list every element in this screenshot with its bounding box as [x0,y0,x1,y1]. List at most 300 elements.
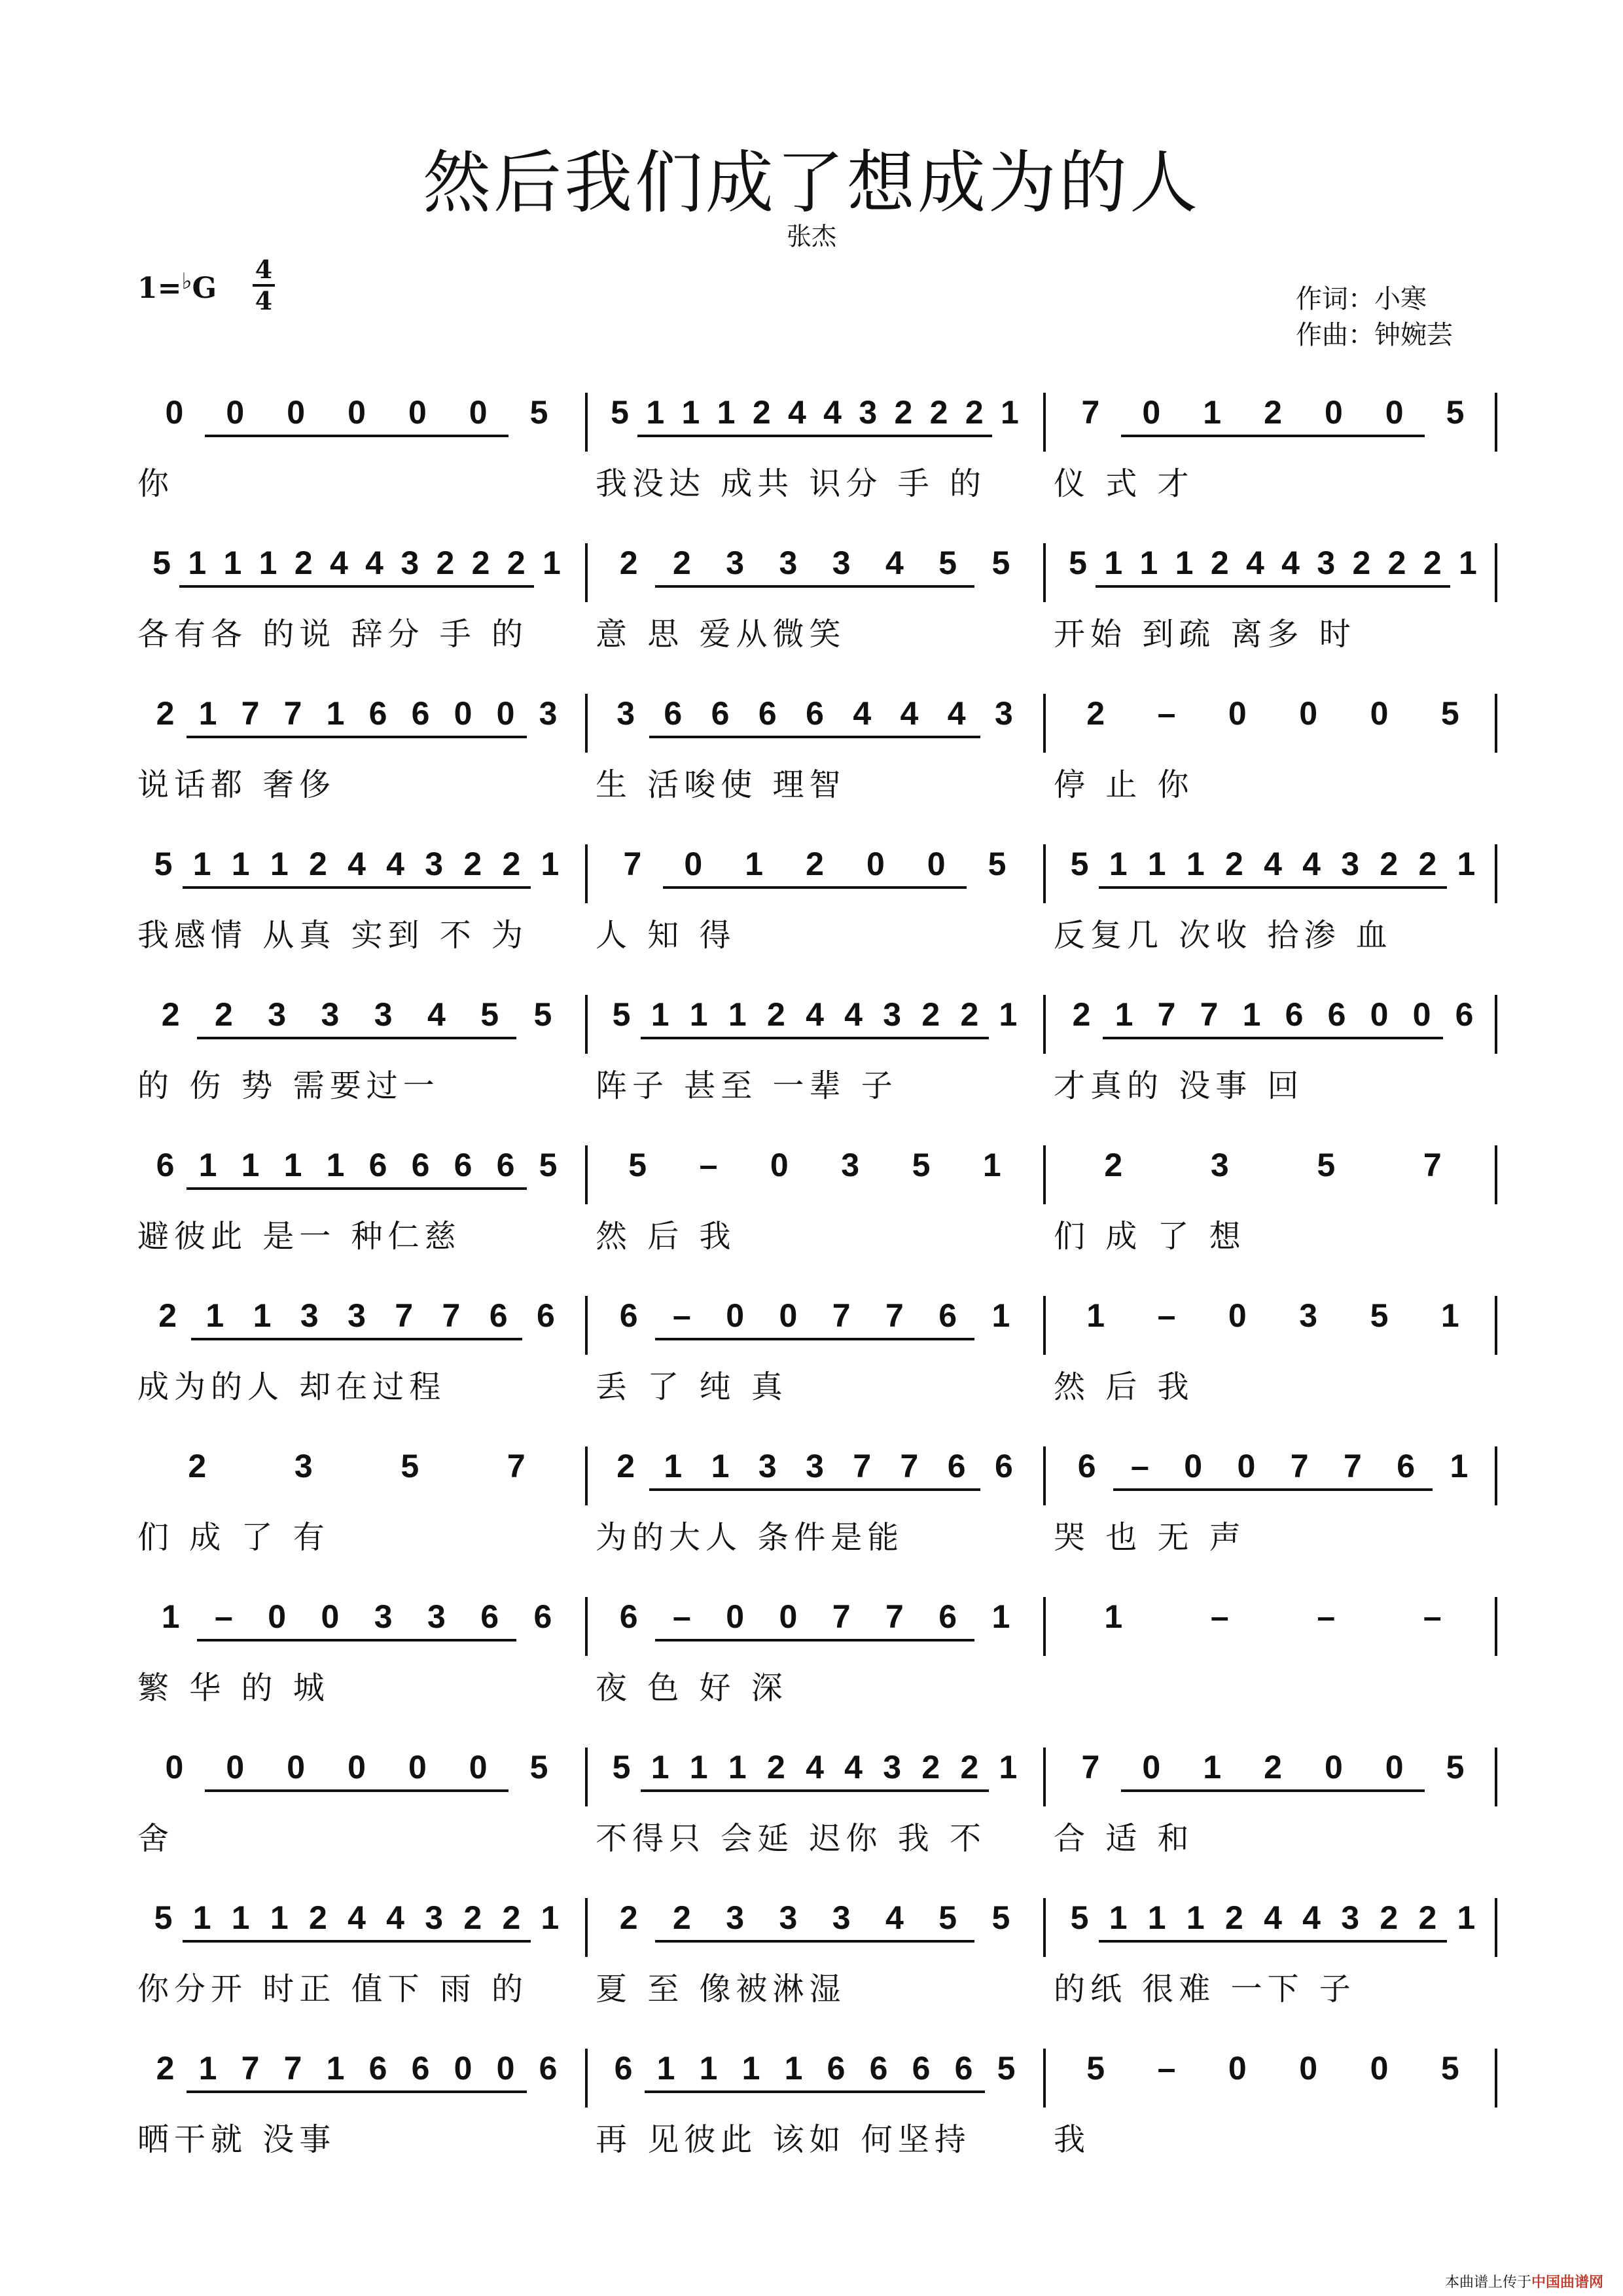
lyric-line: 丢 了 纯 真 [596,1369,788,1405]
note: 2 [1210,545,1229,581]
barline [585,1296,588,1355]
note: 2 [1418,846,1437,882]
note: 1 [784,2050,803,2087]
beam-line [1113,1488,1433,1491]
note: 0 [408,394,427,431]
note: 2 [929,394,948,431]
lyric-line: 我感情 从真 实到 不 为 [137,917,529,954]
barline [585,1446,588,1505]
lyric-line: 阵子 甚至 一辈 子 [596,1067,898,1104]
note: 7 [241,695,260,732]
note: 0 [684,846,703,882]
note: 5 [1317,1147,1336,1183]
note: 1 [1104,1598,1123,1635]
note: 5 [1440,2050,1459,2087]
key-note: G [192,272,217,305]
note: 6 [1397,1448,1416,1484]
note: 5 [1370,1297,1389,1334]
note: 4 [386,1899,404,1936]
note: 5 [529,1749,548,1785]
note: 5 [1446,394,1465,431]
note: 1 [664,1448,683,1484]
note: 4 [788,394,806,431]
note: 0 [496,2050,515,2087]
lyric-line: 然 后 我 [1054,1369,1194,1405]
note: 0 [1370,695,1389,732]
measure [1047,1748,1499,1905]
lyric-line: 合 适 和 [1054,1820,1194,1857]
measure [1047,2049,1499,2206]
note: – [1157,695,1176,732]
lyric-line: 不得只 会延 迟你 我 不 [596,1820,987,1857]
note: 3 [1299,1297,1318,1334]
note: 0 [1412,996,1431,1033]
note: 0 [165,1749,184,1785]
note: 1 [326,1147,345,1183]
measure [131,1145,582,1302]
barline [1495,1145,1497,1204]
note: 7 [1081,394,1100,431]
note: 0 [226,394,245,431]
note: 2 [766,996,785,1033]
note: 1 [651,996,669,1033]
measure [589,1446,1041,1604]
measure [1047,393,1499,550]
note: 3 [321,996,340,1033]
time-signature [251,257,277,314]
note: 7 [1290,1448,1309,1484]
barline [1495,844,1497,903]
beam-line [1121,435,1425,437]
lyric-line: 然 后 我 [596,1218,736,1255]
note: 1 [198,695,217,732]
note: 5 [938,1899,957,1936]
note: 1 [1450,1448,1469,1484]
note: 4 [947,695,966,732]
note: 1 [1104,545,1123,581]
lyric-line: 你 [137,465,175,502]
note: 2 [894,394,913,431]
note: 1 [198,2050,217,2087]
note: 1 [1175,545,1194,581]
note: 5 [539,1147,558,1183]
note: 2 [672,545,691,581]
note: 6 [912,2050,931,2087]
note: 1 [699,2050,718,2087]
beam-line [187,1187,527,1190]
beam-line [1099,886,1447,889]
note: 2 [1380,1899,1399,1936]
note: 4 [823,394,842,431]
note: 1 [1203,394,1222,431]
note: 6 [619,1598,638,1635]
note: 2 [188,1448,207,1484]
note: 2 [502,846,521,882]
score-system [131,393,1499,550]
note: 7 [1081,1749,1100,1785]
note: 7 [1157,996,1176,1033]
note: 2 [1380,846,1399,882]
score-system [131,543,1499,700]
beam-line [649,736,980,738]
measure [589,1145,1041,1302]
note: 4 [1281,545,1300,581]
measure [589,393,1041,550]
note: 3 [616,695,635,732]
note: 1 [656,2050,675,2087]
note: 6 [411,695,430,732]
lyric-line: 夜 色 好 深 [596,1670,788,1706]
beam-line [197,1639,516,1641]
note: 3 [994,695,1013,732]
note: 7 [853,1448,872,1484]
note: 1 [646,394,665,431]
note: 2 [156,695,175,732]
note: 3 [841,1147,860,1183]
note: 0 [1385,394,1404,431]
note: 5 [991,1899,1010,1936]
barline [1495,543,1497,602]
measure [131,995,582,1152]
note: 6 [994,1448,1013,1484]
measure [131,2049,582,2206]
measure [131,543,582,700]
measure [131,1898,582,2055]
note: 4 [900,695,919,732]
barline [1495,393,1497,452]
note: 2 [921,996,940,1033]
note: 1 [1109,1899,1128,1936]
note: 1 [999,996,1018,1033]
note: 1 [689,996,708,1033]
beam-line [655,1940,974,1943]
note: 1 [231,846,250,882]
note: 3 [1210,1147,1229,1183]
song-title: 然后我们成了想成为的人 [422,143,1200,223]
measure [589,844,1041,1001]
note: 0 [779,1297,798,1334]
note: 0 [469,394,488,431]
note: 1 [728,996,747,1033]
note: 4 [365,545,383,581]
note: 2 [1086,695,1105,732]
score-system [131,1597,1499,1754]
beam-line [197,1037,516,1039]
note: 2 [672,1899,691,1936]
note: 6 [480,1598,499,1635]
note: 1 [270,1899,289,1936]
note: 2 [1224,1899,1243,1936]
beam-line [637,435,992,437]
note: 1 [741,2050,760,2087]
note: 7 [885,1297,904,1334]
note: 2 [1387,545,1406,581]
measure [1047,694,1499,851]
note: 5 [1070,846,1089,882]
note: 0 [770,1147,789,1183]
measure [131,1597,582,1754]
footer-brand: 中国曲谱网 [1531,2274,1603,2291]
note: 3 [1341,846,1360,882]
note: 0 [1228,695,1247,732]
note: 2 [616,1448,635,1484]
note: 0 [287,1749,306,1785]
note: 5 [1069,545,1087,581]
note: 7 [283,2050,302,2087]
note: 3 [758,1448,777,1484]
lyric-line: 再 见彼此 该如 何坚持 [596,2121,971,2158]
note: 3 [425,846,444,882]
beam-line [179,585,534,588]
note: 2 [921,1749,940,1785]
note: 1 [198,1147,217,1183]
note: 4 [806,1749,824,1785]
note: 1 [188,545,207,581]
measure [131,694,582,851]
beam-line [205,435,508,437]
note: 5 [533,996,552,1033]
barline [1043,844,1046,903]
note: 6 [368,695,387,732]
note: 2 [214,996,233,1033]
measure [589,543,1041,700]
note: 1 [1242,996,1261,1033]
note: 2 [1072,996,1091,1033]
note: – [1130,1448,1149,1484]
singer-name: 张杰 [786,222,836,251]
note: 1 [1440,1297,1459,1334]
note: 4 [427,996,446,1033]
lyric-line: 的纸 很难 一下 子 [1054,1971,1356,2007]
note: 5 [1070,1899,1089,1936]
note: 5 [938,545,957,581]
note: 2 [960,1749,979,1785]
barline [585,844,588,903]
note: 6 [536,1297,555,1334]
measure [589,694,1041,851]
note: 0 [726,1297,745,1334]
note: 3 [427,1598,446,1635]
note: 1 [982,1147,1001,1183]
note: 1 [717,394,736,431]
note: 1 [205,1297,224,1334]
note: – [1423,1598,1442,1635]
note: 3 [883,996,902,1033]
note: 1 [326,695,345,732]
note: 7 [283,695,302,732]
barline [1043,694,1046,753]
lyric-line: 人 知 得 [596,917,736,954]
note: – [672,1297,691,1334]
beam-line [205,1789,508,1792]
note: 1 [241,1147,260,1183]
note: 2 [960,996,979,1033]
note: 4 [1264,846,1282,882]
note: 6 [489,1297,508,1334]
note: 1 [711,1448,730,1484]
note: 3 [268,996,287,1033]
barline [1495,1748,1497,1806]
lyric-line: 意 思 爱从微笑 [596,616,846,653]
note: 7 [900,1448,919,1484]
note: 5 [401,1448,419,1484]
score-system [131,1145,1499,1302]
note: 1 [543,545,561,581]
score-system [131,1748,1499,1905]
note: 2 [619,1899,638,1936]
lyric-line: 停 止 你 [1054,766,1194,803]
flat-sign: ♭ [181,268,192,295]
note: 3 [883,1749,902,1785]
note: 4 [348,846,366,882]
note: 4 [853,695,872,732]
barline [1495,694,1497,753]
note: 2 [1423,545,1442,581]
note: 3 [806,1448,824,1484]
note: 2 [294,545,313,581]
barline [1043,543,1046,602]
note: 5 [611,394,629,431]
note: – [1210,1598,1229,1635]
note: 1 [991,1297,1010,1334]
note: 6 [1077,1448,1096,1484]
note: 7 [1343,1448,1362,1484]
score-system [131,694,1499,851]
beam-line [183,886,531,889]
barline [1495,1296,1497,1355]
score-system [131,995,1499,1152]
note: 0 [1184,1448,1203,1484]
note: 4 [330,545,348,581]
note: 1 [1001,394,1019,431]
note: 2 [1224,846,1243,882]
note: 6 [938,1598,957,1635]
note: 2 [463,846,482,882]
measure [589,995,1041,1152]
note: 1 [1457,1899,1476,1936]
barline [585,1145,588,1204]
note: 3 [859,394,878,431]
footer [1445,2271,1603,2291]
note: 2 [1264,1749,1282,1785]
lyric-line: 们 成 了 想 [1054,1218,1246,1255]
barline [1043,995,1046,1054]
note: 1 [1147,846,1166,882]
beam-line [191,1338,522,1340]
note: 1 [192,846,211,882]
note: 2 [436,545,455,581]
lyric-line: 繁 华 的 城 [137,1670,330,1706]
note: 7 [241,2050,260,2087]
beam-line [187,736,527,738]
note: 3 [779,1899,798,1936]
note: 1 [1203,1749,1222,1785]
footer-prefix: 本曲谱上传于 [1444,2274,1531,2291]
beam-line [641,1789,989,1792]
note: 0 [469,1749,488,1785]
note: 4 [885,1899,904,1936]
note: 1 [223,545,242,581]
note: 3 [1341,1899,1360,1936]
barline [585,694,588,753]
note: 0 [1299,695,1318,732]
note: 1 [541,846,560,882]
note: 1 [1457,846,1476,882]
lyric-line: 我 [1054,2121,1091,2158]
lyric-line: 开始 到疏 离多 时 [1054,616,1356,653]
note: 0 [1142,394,1161,431]
note: 7 [832,1297,851,1334]
note: 0 [454,695,473,732]
note: 2 [308,1899,327,1936]
barline [1043,2049,1046,2108]
note: 2 [766,1749,785,1785]
note: 6 [533,1598,552,1635]
note: 3 [726,1899,745,1936]
note: 1 [1186,1899,1205,1936]
note: 0 [408,1749,427,1785]
measure [131,844,582,1001]
time-signature-bottom: 4 [255,286,273,315]
note: 4 [885,545,904,581]
note: 5 [612,1749,631,1785]
note: 6 [368,2050,387,2087]
lyric-line: 你分开 时正 值下 雨 的 [137,1971,529,2007]
note: 1 [283,1147,302,1183]
note: 7 [1200,996,1219,1033]
note: 5 [988,846,1007,882]
lyric-line: 为的大人 条件是能 [596,1519,904,1556]
note: 0 [165,394,184,431]
lyric-line: 的 伤 势 需要过一 [137,1067,440,1104]
note: 6 [368,1147,387,1183]
barline [585,1597,588,1656]
score-system [131,1296,1499,1453]
note: 1 [991,1598,1010,1635]
note: 3 [539,695,558,732]
note: 6 [1285,996,1304,1033]
lyric-line: 反复几 次收 拾渗 血 [1054,917,1393,954]
note: 6 [954,2050,973,2087]
beam-line [645,2090,985,2093]
note: 5 [991,545,1010,581]
note: 0 [1228,2050,1247,2087]
note: 2 [463,1899,482,1936]
note: 6 [496,1147,515,1183]
note: 3 [832,1899,851,1936]
note: 0 [1142,1749,1161,1785]
note: 5 [480,996,499,1033]
note: 1 [1115,996,1133,1033]
note: 0 [726,1598,745,1635]
note: 4 [386,846,404,882]
barline [1495,1898,1497,1957]
note: 4 [1246,545,1264,581]
note: 6 [806,695,824,732]
note: 6 [539,2050,558,2087]
note: 3 [779,545,798,581]
note: 6 [411,1147,430,1183]
barline [1043,1446,1046,1505]
note: 1 [326,2050,345,2087]
note: 6 [411,2050,430,2087]
note: 5 [154,1899,173,1936]
note: 6 [758,695,777,732]
note: 4 [844,1749,863,1785]
score-system [131,1446,1499,1604]
note: 3 [294,1448,313,1484]
note: 1 [1109,846,1128,882]
